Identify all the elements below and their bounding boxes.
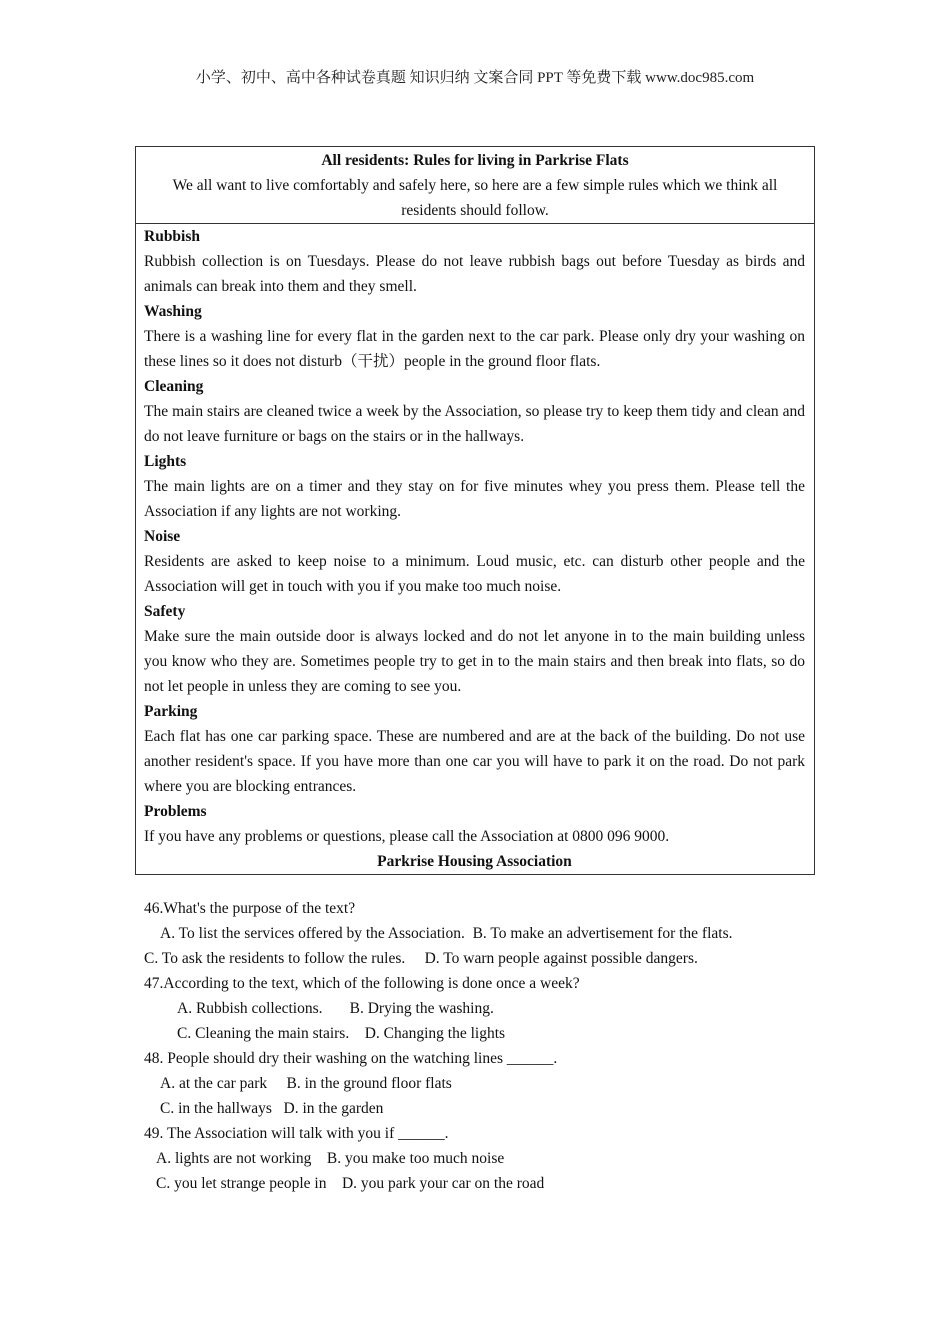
- section-text: The main stairs are cleaned twice a week by the Association, so please try to keep them tidy and clean and do not leave furniture or bags on the stairs or in the hallways.: [144, 403, 805, 445]
- section-text: Make sure the main outside door is always locked and do not let anyone in to the main building unless you know who they are. Sometimes people try to get in to the main stairs and then break into flats, so do not let people in unless they are coming to see you.: [144, 628, 805, 695]
- section-text: Rubbish collection is on Tuesdays. Please do not leave rubbish bags out before Tuesday as birds and animals can break into them and they smell.: [144, 253, 805, 295]
- section-rubbish: [144, 224, 805, 299]
- section-text: Each flat has one car parking space. These are numbered and are at the back of the building. Do not use another resident's space. If you have more than one car you will have to park it on the road. Do not park where you are blocking entrances.: [144, 728, 805, 795]
- section-heading: Washing: [144, 303, 202, 320]
- question-48: [144, 1046, 824, 1121]
- notice-body: [136, 224, 814, 874]
- notice-intro: We all want to live comfortably and safely here, so here are a few simple rules which we think all residents should follow.: [172, 177, 778, 219]
- section-washing: [144, 299, 805, 374]
- section-heading: Rubbish: [144, 228, 201, 245]
- section-heading: Cleaning: [144, 378, 204, 395]
- question-options: A. at the car park B. in the ground floor flats: [160, 1075, 452, 1092]
- question-stem: 47.According to the text, which of the following is done once a week?: [144, 975, 580, 992]
- page-header: 小学、初中、高中各种试卷真题 知识归纳 文案合同 PPT 等免费下载 www.doc985.com: [195, 70, 755, 86]
- section-text: Residents are asked to keep noise to a minimum. Loud music, etc. can disturb other people and the Association will get in touch with you if you make too much noise.: [144, 553, 805, 595]
- section-parking: [144, 699, 805, 799]
- section-text: The main lights are on a timer and they stay on for five minutes whey you press them. Please tell the Association if any lights are not working.: [144, 478, 805, 520]
- question-stem: 49. The Association will talk with you if ______.: [144, 1125, 449, 1142]
- question-options: C. To ask the residents to follow the rules. D. To warn people against possible dangers.: [144, 950, 698, 967]
- question-list: [144, 896, 824, 1196]
- question-options: A. To list the services offered by the Association. B. To make an advertisement for the flats.: [160, 925, 733, 942]
- section-heading: Safety: [144, 603, 186, 620]
- notice-header: [136, 147, 814, 224]
- section-noise: [144, 524, 805, 599]
- notice-signature: Parkrise Housing Association: [377, 853, 572, 870]
- question-stem: 48. People should dry their washing on the watching lines ______.: [144, 1050, 558, 1067]
- section-safety: [144, 599, 805, 699]
- section-heading: Lights: [144, 453, 187, 470]
- question-49: [144, 1121, 824, 1196]
- question-options: C. you let strange people in D. you park your car on the road: [156, 1175, 545, 1192]
- section-lights: [144, 449, 805, 524]
- section-text: There is a washing line for every flat in the garden next to the car park. Please only dry your washing on these lines so it does not disturb（干扰）people in the ground floor flats.: [144, 328, 805, 370]
- section-problems: [144, 799, 805, 849]
- rules-notice-box: [135, 146, 815, 875]
- question-options: A. lights are not working B. you make too much noise: [156, 1150, 505, 1167]
- section-heading: Parking: [144, 703, 198, 720]
- question-options: C. in the hallways D. in the garden: [160, 1100, 384, 1117]
- section-text: If you have any problems or questions, please call the Association at 0800 096 9000.: [144, 828, 670, 845]
- question-options: C. Cleaning the main stairs. D. Changing the lights: [177, 1025, 506, 1042]
- question-stem: 46.What's the purpose of the text?: [144, 900, 356, 917]
- section-heading: Noise: [144, 528, 181, 545]
- section-heading: Problems: [144, 803, 207, 820]
- question-options: A. Rubbish collections. B. Drying the washing.: [177, 1000, 494, 1017]
- section-cleaning: [144, 374, 805, 449]
- notice-title: All residents: Rules for living in Parkrise Flats: [321, 152, 629, 169]
- question-47: [144, 971, 824, 1046]
- question-46: [144, 896, 824, 971]
